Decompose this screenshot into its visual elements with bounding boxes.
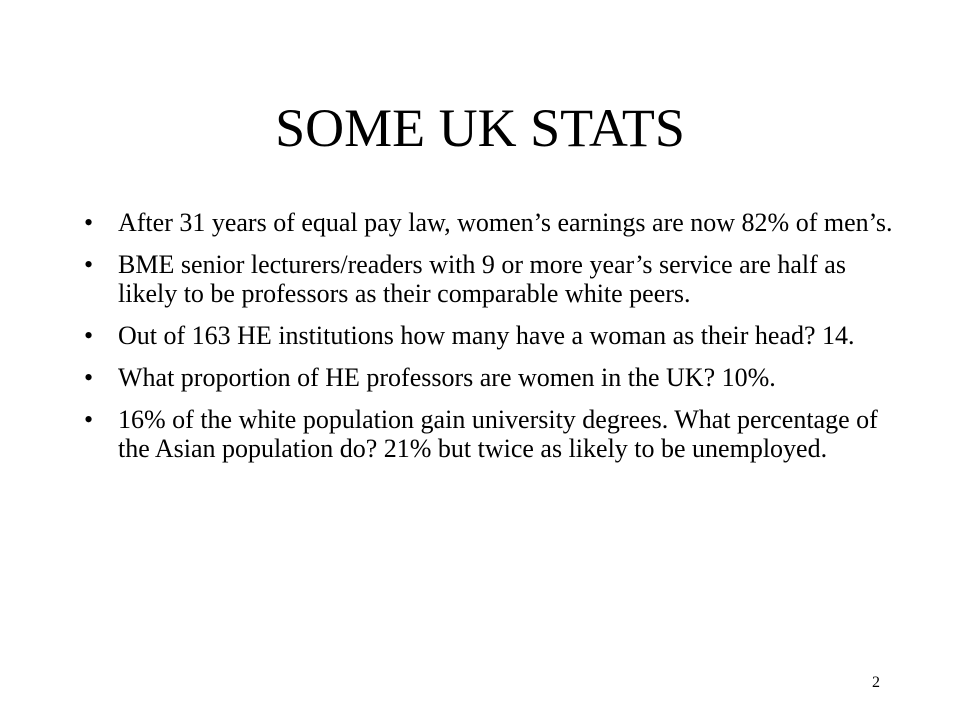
slide-title: SOME UK STATS: [275, 98, 685, 158]
bullet-text: BME senior lecturers/readers with 9 or more year’s service are half as likely to be professors as their comparable white peers.: [118, 250, 846, 308]
bullet-icon: •: [84, 363, 94, 392]
bullet-item: [84, 405, 894, 463]
bullet-item: [84, 321, 894, 350]
page-number: 2: [872, 674, 880, 691]
bullet-icon: •: [84, 321, 94, 350]
bullet-icon: •: [84, 208, 94, 237]
bullet-icon: •: [84, 250, 94, 279]
bullet-item: [84, 208, 894, 237]
bullet-text: Out of 163 HE institutions how many have a woman as their head? 14.: [118, 321, 855, 350]
bullet-icon: •: [84, 405, 94, 434]
bullet-item: [84, 250, 894, 308]
bullet-text: 16% of the white population gain university degrees. What percentage of the Asian population do? 21% but twice as likely to be unemployed.: [118, 405, 878, 463]
bullet-text: After 31 years of equal pay law, women’s earnings are now 82% of men’s.: [118, 208, 893, 237]
bullet-item: [84, 363, 894, 392]
bullet-list: [84, 208, 894, 476]
bullet-text: What proportion of HE professors are women in the UK? 10%.: [118, 363, 776, 392]
